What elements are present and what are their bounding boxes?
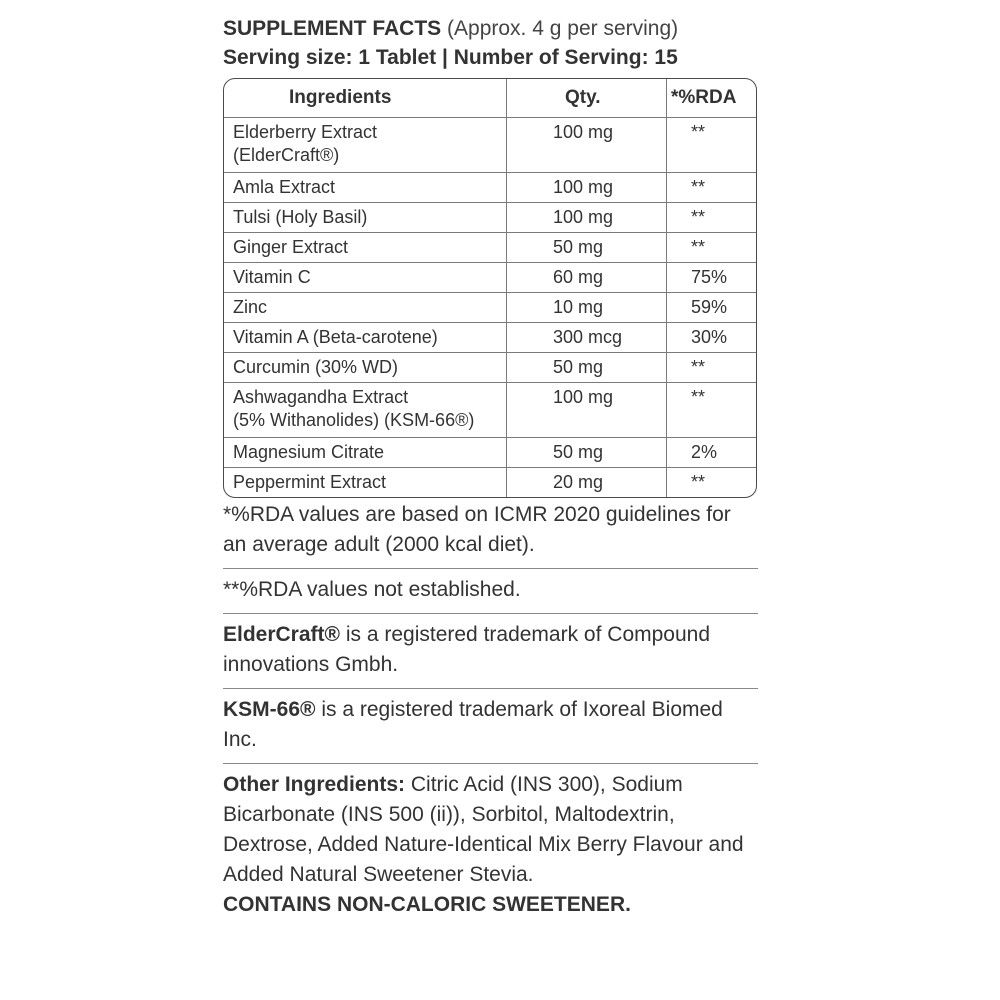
eldercraft-trademark-note [223,614,758,689]
facts-approx: (Approx. 4 g per serving) [447,17,679,40]
serving-line: Serving size: 1 Tablet | Number of Serving: 15 [223,46,678,69]
ingredient-qty: 50 mg [507,438,667,467]
ingredient-qty: 100 mg [507,203,667,232]
ingredient-rda: ** [691,177,706,197]
ingredient-qty: 100 mg [507,173,667,202]
ingredient-name: Vitamin C [224,263,507,292]
ingredient-qty: 300 mcg [507,323,667,352]
table-row [224,437,756,467]
table-row [224,382,756,437]
ingredient-qty: 10 mg [507,293,667,322]
other-ingredients-note [223,764,758,928]
ingredient-name: Vitamin A (Beta-carotene) [224,323,507,352]
footnotes [223,498,758,928]
eldercraft-text: is a registered trademark of Compound innovations Gmbh. [223,623,711,676]
ingredient-qty: 60 mg [507,263,667,292]
table-header-row [224,79,756,117]
ksm-trademark-note [223,689,758,764]
table-row [224,202,756,232]
ingredient-name: Amla Extract [224,173,507,202]
ingredient-name: Tulsi (Holy Basil) [224,203,507,232]
other-ingredients-text: Citric Acid (INS 300), Sodium Bicarbonate (INS 500 (ii)), Sorbitol, Maltodextrin, Dextrose, Added Nature-Identical Mix Berry Flavour and Added Natural Sweetener Stevia. [223,773,744,886]
table-row [224,322,756,352]
eldercraft-brand: ElderCraft® [223,623,340,646]
column-header-qty: Qty. [507,79,667,117]
ingredient-name: Curcumin (30% WD) [224,353,507,382]
ingredient-name-sub: (5% Withanolides) (KSM-66®) [233,410,475,430]
not-established-note: **%RDA values not established. [223,569,758,614]
ingredient-rda: ** [691,387,706,407]
ingredient-rda: ** [691,207,706,227]
ingredient-name: Ashwagandha Extract [233,387,409,407]
ingredients-table [223,78,757,498]
table-row [224,292,756,322]
facts-title: SUPPLEMENT FACTS [223,17,442,40]
ksm-brand: KSM-66® [223,698,316,721]
ingredient-name: Peppermint Extract [224,468,507,497]
column-header-ingredients: Ingredients [224,79,507,117]
sweetener-warning: CONTAINS NON-CALORIC SWEETENER. [223,893,631,916]
ingredient-qty: 100 mg [507,383,667,437]
ingredient-name: Elderberry Extract [233,122,378,142]
table-row [224,172,756,202]
ingredient-name: Ginger Extract [224,233,507,262]
facts-header [223,14,763,43]
ingredient-rda: 59% [691,297,728,317]
table-row [224,232,756,262]
ingredient-rda: 2% [691,442,718,462]
ksm-text: is a registered trademark of Ixoreal Biomed Inc. [223,698,723,751]
ingredient-name: Zinc [224,293,507,322]
ingredient-rda: ** [691,472,706,492]
ingredient-rda: ** [691,357,706,377]
ingredient-rda: ** [691,237,706,257]
ingredient-rda: ** [691,122,706,142]
rda-note: *%RDA values are based on ICMR 2020 guidelines for an average adult (2000 kcal diet). [223,498,758,569]
column-header-rda: *%RDA [671,87,737,108]
ingredient-qty: 20 mg [507,468,667,497]
ingredient-qty: 50 mg [507,233,667,262]
ingredient-rda: 30% [691,327,728,347]
other-ingredients-label: Other Ingredients: [223,773,406,796]
table-row [224,117,756,172]
table-row [224,352,756,382]
ingredient-name: Magnesium Citrate [224,438,507,467]
ingredient-qty: 50 mg [507,353,667,382]
supplement-facts-panel [223,14,763,928]
table-row [224,262,756,292]
ingredient-rda: 75% [691,267,728,287]
ingredient-name-sub: (ElderCraft®) [233,145,340,165]
table-row [224,467,756,497]
ingredient-qty: 100 mg [507,118,667,172]
